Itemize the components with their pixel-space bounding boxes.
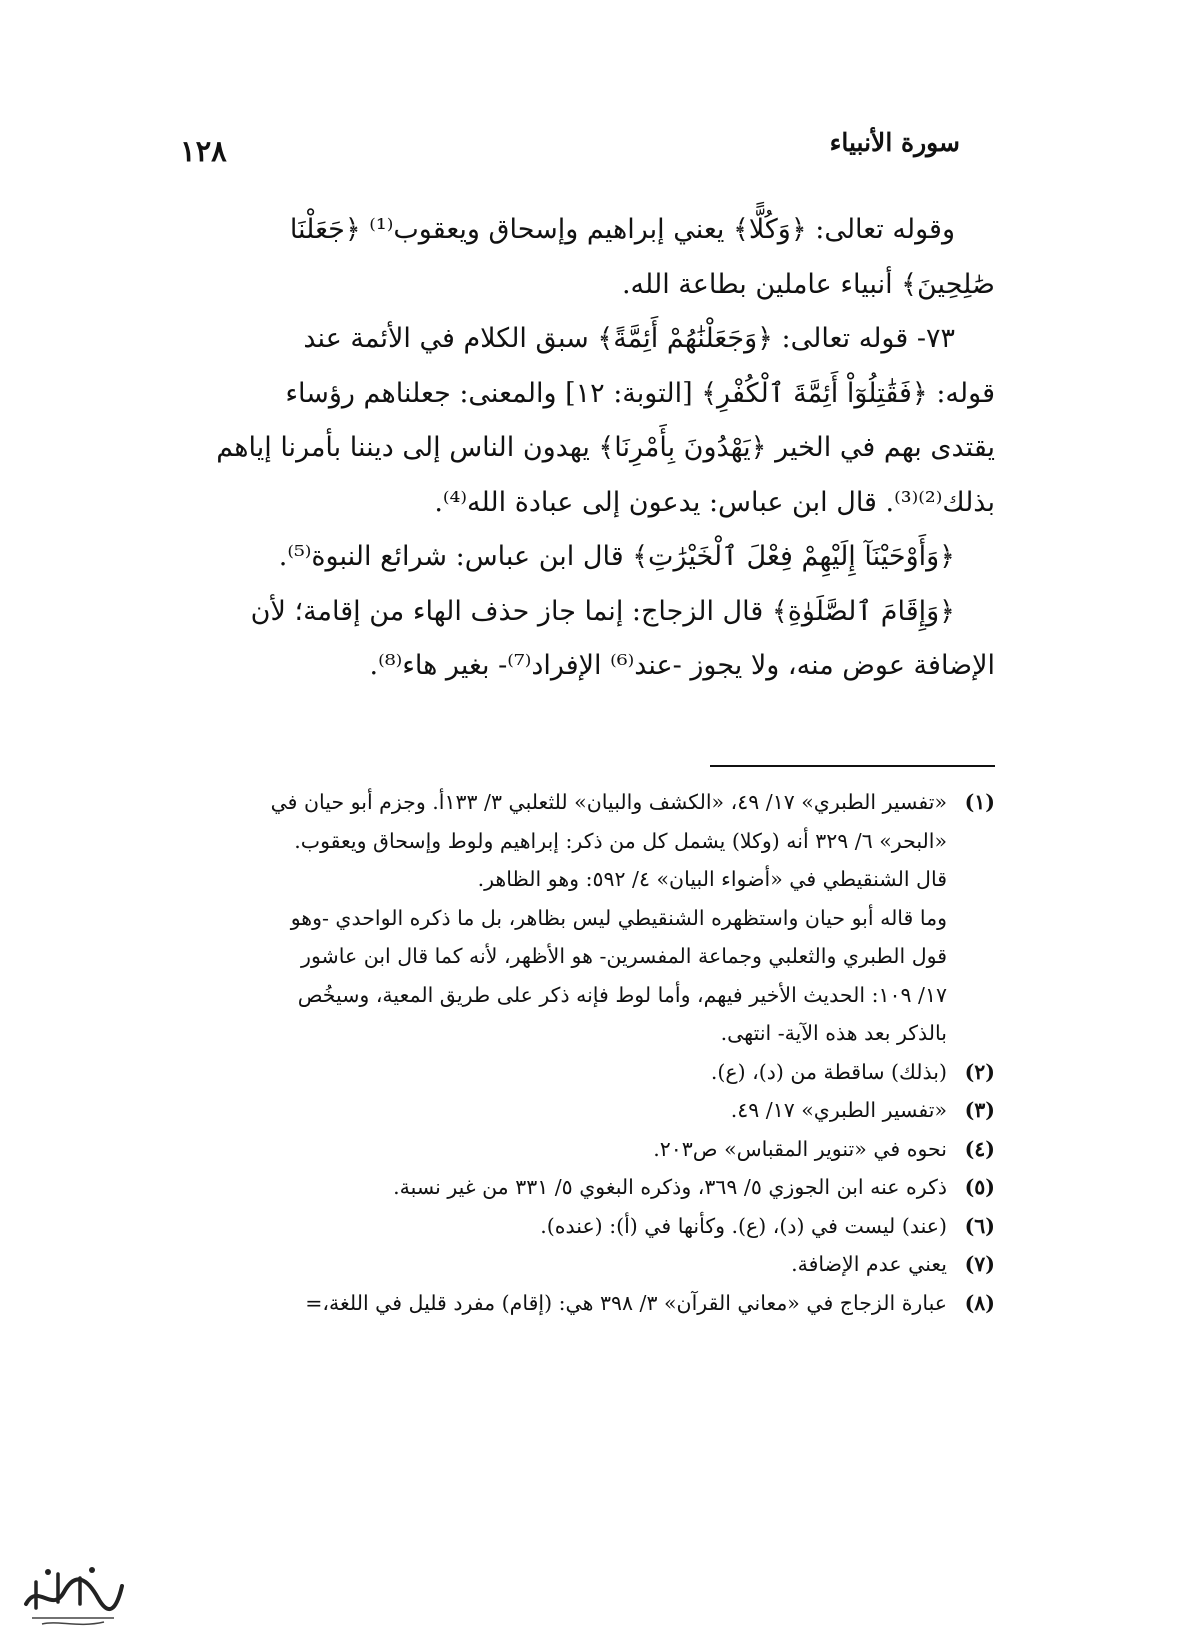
surah-title: سورة الأنبياء [829,128,960,157]
footnote-line: ١٧/ ١٠٩: الحديث الأخير فيهم، وأما لوط فإنه ذكر على طريق المعية، وسيخُص [297,982,947,1007]
footnote-number: (٥) [964,1175,995,1199]
text-line: بذلك⁽²⁾⁽³⁾. قال ابن عباس: يدعون إلى عبادة الله⁽⁴⁾. [434,486,995,518]
footnote-number: (٨) [964,1290,995,1315]
text-line: صَٰلِحِينَ﴾ أنبياء عاملين بطاعة الله. [621,268,995,300]
footnote-line: «البحر» ٦/ ٣٢٩ أنه (وكلا) يشمل كل من ذكر: إبراهيم ولوط وإسحاق ويعقوب. [294,828,947,853]
text-line: ﴿وَإِقَامَ ٱلصَّلَوٰةِ﴾ قال الزجاج: إنما جاز حذف الهاء من إقامة؛ لأن [250,595,955,627]
footnote-number: (٦) [964,1213,995,1238]
footnote-separator [710,765,995,767]
text-line: الإضافة عوض منه، ولا يجوز -عند⁽⁶⁾ الإفراد⁽⁷⁾- بغير هاء⁽⁸⁾. [369,650,995,681]
text-line: يقتدى بهم في الخير ﴿يَهْدُونَ بِأَمْرِنَا﴾ يهدون الناس إلى ديننا بأمرنا إياهم [216,432,995,463]
footnote-1 [140,783,995,1053]
footnote-line: «تفسير الطبري» ١٧/ ٤٩. [730,1098,947,1122]
text-line: ﴿وَأَوْحَيْنَآ إِلَيْهِمْ فِعْلَ ٱلْخَيْرَٰتِ﴾ قال ابن عباس: شرائع النبوة⁽⁵⁾. [278,541,955,572]
text-line: وقوله تعالى: ﴿وَكُلًّا﴾ يعني إبراهيم وإسحاق ويعقوب⁽¹⁾ ﴿جَعَلْنَا [289,214,955,245]
footnote-7 [140,1245,995,1284]
footnote-line: وما قاله أبو حيان واستظهره الشنقيطي ليس بظاهر، بل ما ذكره الواحدي -وهو [290,905,947,930]
footnote-6 [140,1207,995,1246]
footnotes [140,783,995,1322]
footnote-line: بالذكر بعد هذه الآية- انتهى. [720,1021,947,1045]
footnote-number: (٢) [964,1059,995,1084]
footnote-line: (عند) ليست في (د)، (ع). وكأنها في (أ): (عنده). [540,1213,947,1238]
main-text [140,203,995,694]
publisher-logo [18,1552,128,1632]
page-number: ١٢٨ [180,134,227,168]
footnote-8 [140,1284,995,1323]
footnote-line: قال الشنقيطي في «أضواء البيان» ٤/ ٥٩٢: وهو الظاهر. [477,867,947,891]
footnote-5 [140,1168,995,1207]
footnote-line: (بذلك) ساقطة من (د)، (ع). [710,1059,947,1084]
footnote-number: (١) [964,790,995,814]
footnote-line: يعني عدم الإضافة. [791,1252,947,1276]
footnote-line: قول الطبري والثعلبي وجماعة المفسرين- هو الأظهر، لأنه كما قال ابن عاشور [301,944,947,968]
text-line: قوله: ﴿فَقَٰتِلُوٓاْ أَئِمَّةَ ٱلْكُفْرِ﴾ [التوبة: ١٢] والمعنى: جعلناهم رؤساء [285,377,995,409]
footnote-3 [140,1091,995,1130]
footnote-number: (٤) [964,1136,995,1161]
page-header [180,128,960,168]
footnote-line: نحوه في «تنوير المقباس» ص٢٠٣. [653,1136,947,1161]
footnote-4 [140,1130,995,1169]
footnote-number: (٧) [964,1252,995,1276]
footnote-number: (٣) [964,1098,995,1122]
footnote-line: عبارة الزجاج في «معاني القرآن» ٣/ ٣٩٨ هي: (إقام) مفرد قليل في اللغة،= [305,1290,947,1315]
text-line: ٧٣- قوله تعالى: ﴿وَجَعَلْنَٰهُمْ أَئِمَّةً﴾ سبق الكلام في الأئمة عند [303,323,955,354]
footnote-2 [140,1053,995,1092]
footnote-line: «تفسير الطبري» ١٧/ ٤٩، «الكشف والبيان» للثعلبي ٣/ ١٣٣أ. وجزم أبو حيان في [270,790,947,814]
footnote-line: ذكره عنه ابن الجوزي ٥/ ٣٦٩، وذكره البغوي ٥/ ٣٣١ من غير نسبة. [393,1175,947,1199]
